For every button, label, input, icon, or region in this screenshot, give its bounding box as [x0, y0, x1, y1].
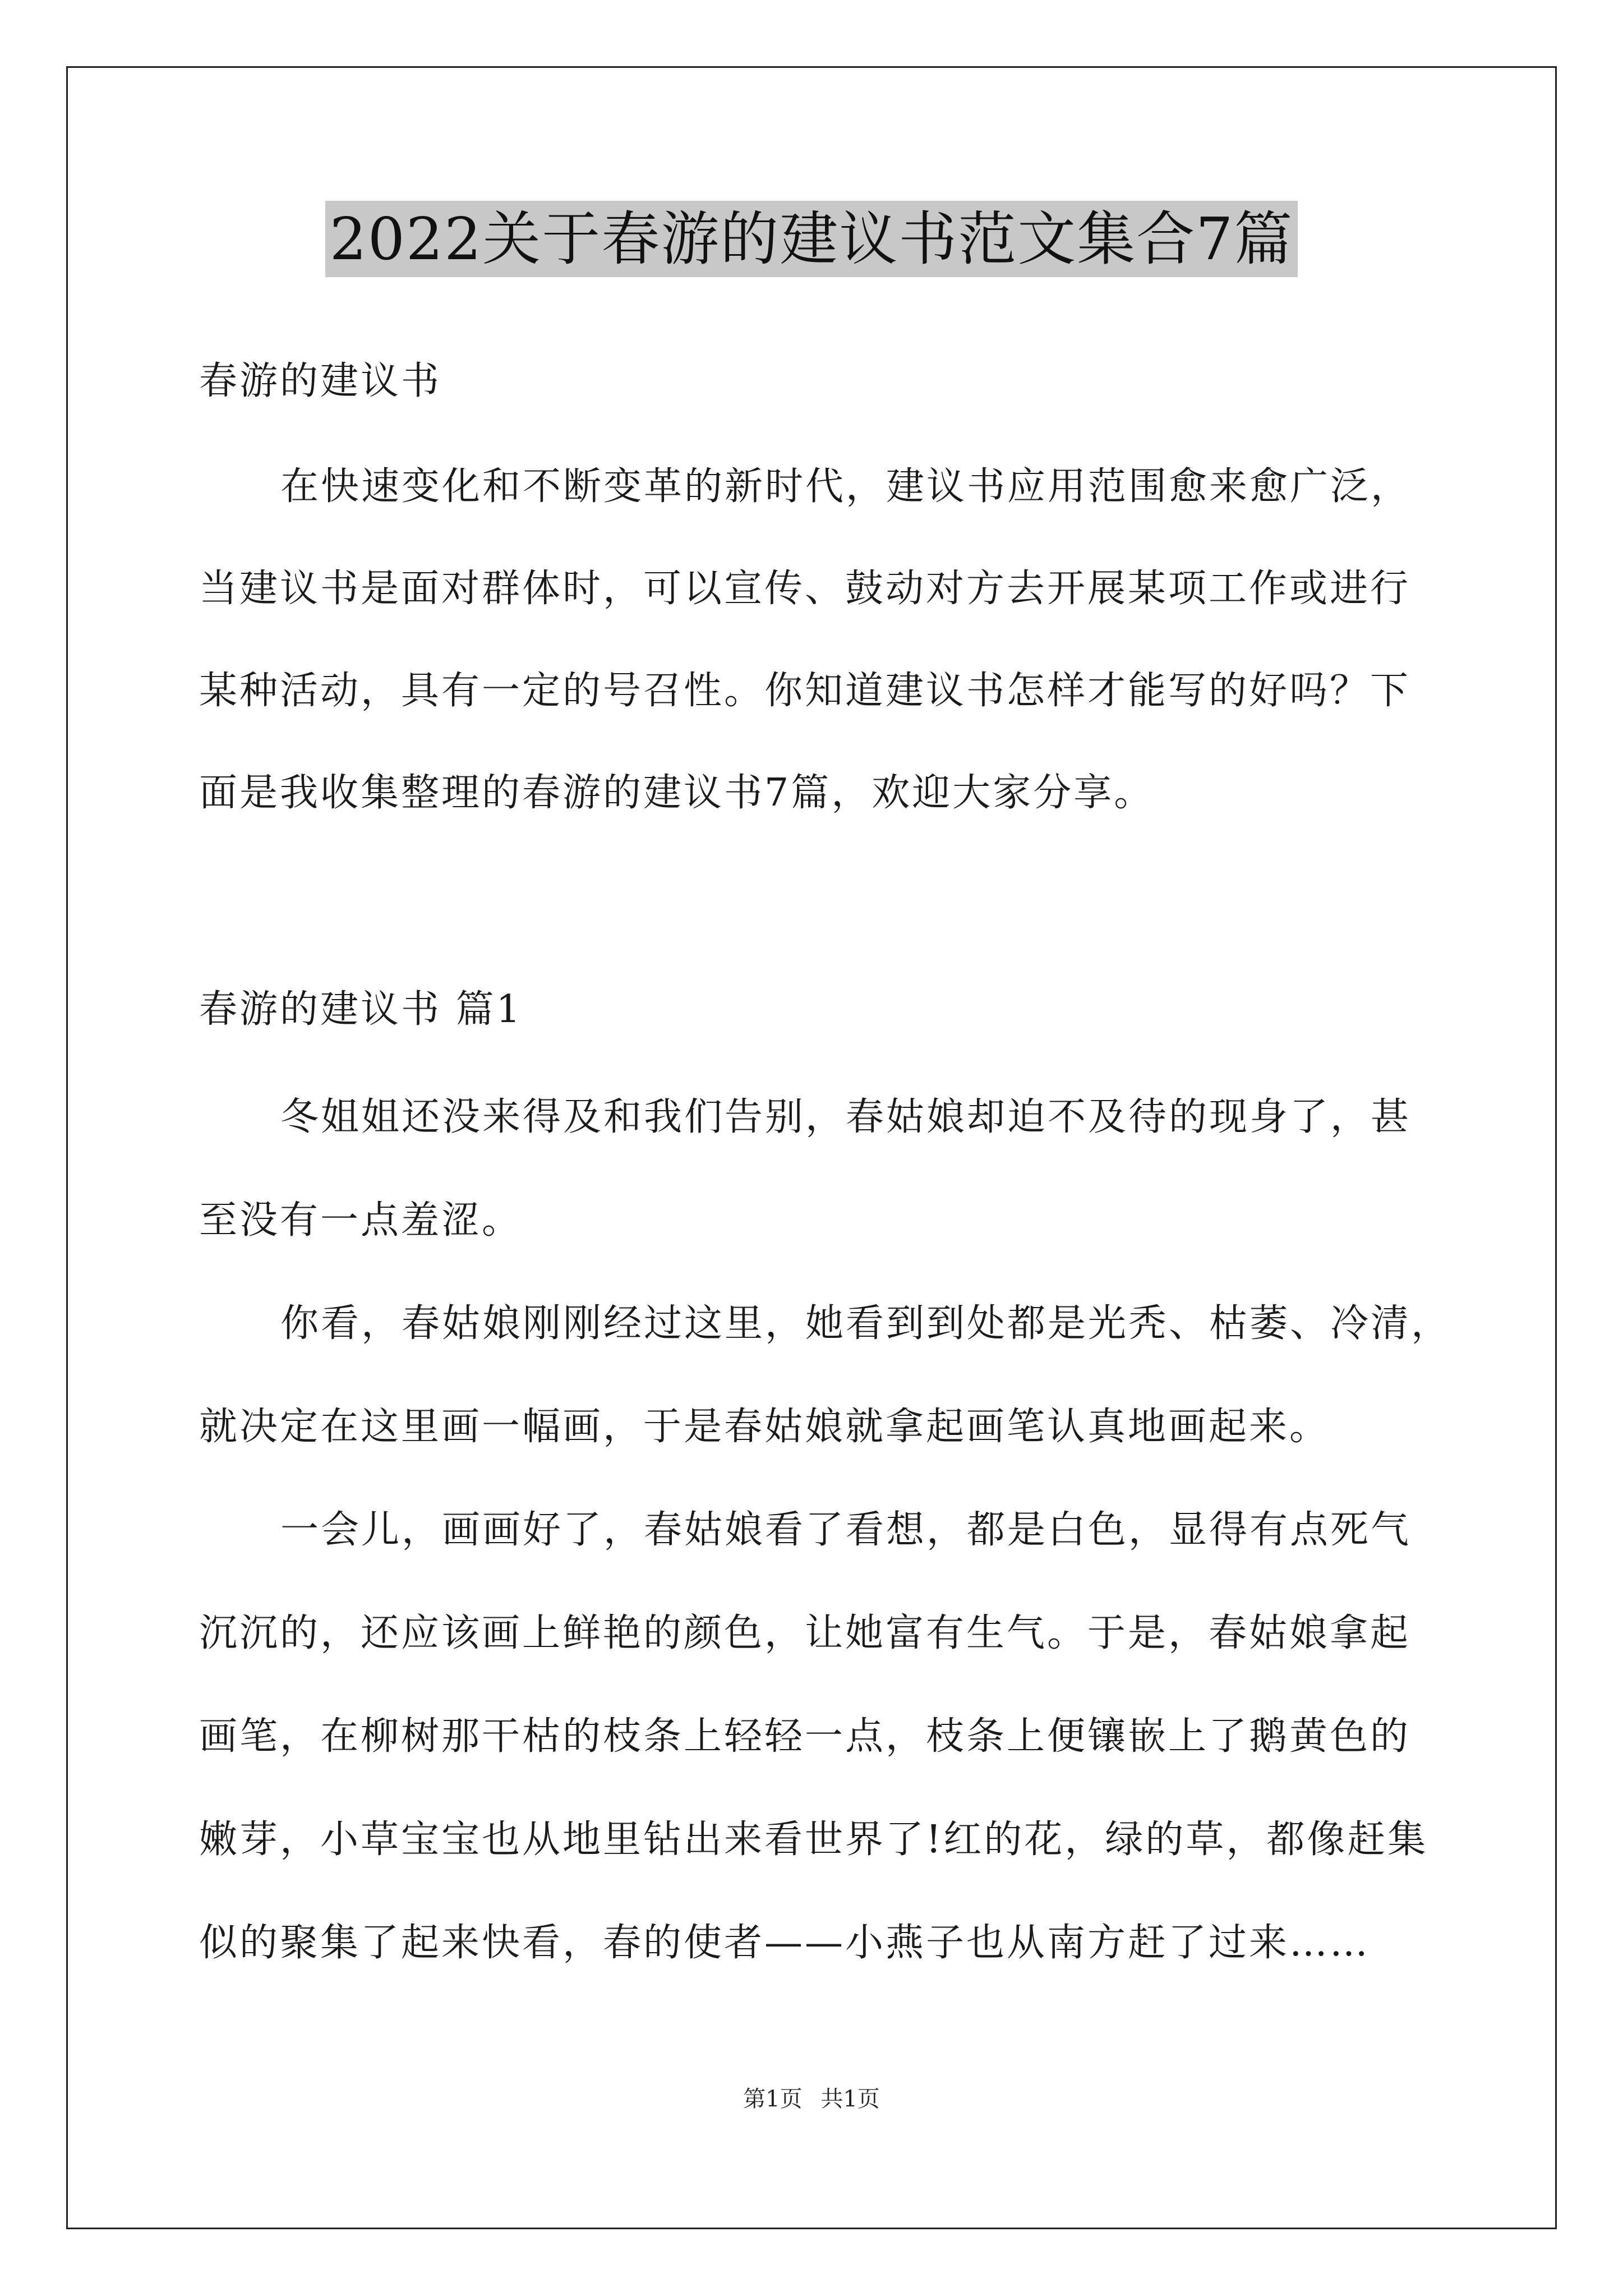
paragraph-line: 一会儿，画画好了，春姑娘看了看想，都是白色，显得有点死气 — [280, 1508, 1412, 1552]
page-footer — [0, 2085, 1623, 2114]
intro-line: 当建议书是面对群体时，可以宣传、鼓动对方去开展某项工作或进行 — [199, 567, 1411, 611]
intro-heading: 春游的建议书 — [199, 359, 442, 403]
intro-line: 面是我收集整理的春游的建议书7篇，欢迎大家分享。 — [199, 771, 1155, 815]
page-number-current: 第1页 — [743, 2086, 803, 2112]
paragraph-line: 就决定在这里画一幅画，于是春姑娘就拿起画笔认真地画起来。 — [199, 1405, 1330, 1449]
document-title: 2022关于春游的建议书范文集合7篇 — [325, 201, 1298, 277]
paragraph-line: 画笔，在柳树那干枯的枝条上轻轻一点，枝条上便镶嵌上了鹅黄色的 — [199, 1714, 1411, 1759]
intro-line: 某种活动，具有一定的号召性。你知道建议书怎样才能写的好吗？下 — [199, 669, 1411, 713]
paragraph-line: 冬姐姐还没来得及和我们告别，春姑娘却迫不及待的现身了，甚 — [280, 1095, 1412, 1139]
paragraph-line: 至没有一点羞涩。 — [199, 1198, 523, 1243]
paragraph-line: 嫩芽，小草宝宝也从地里钻出来看世界了!红的花，绿的草，都像赶集 — [199, 1818, 1428, 1862]
section1-heading: 春游的建议书 篇1 — [199, 987, 523, 1032]
paragraph-line: 似的聚集了起来快看，春的使者——小燕子也从南方赶了过来…… — [199, 1921, 1371, 1965]
paragraph-line: 你看，春姑娘刚刚经过这里，她看到到处都是光秃、枯萎、冷清， — [280, 1301, 1452, 1346]
intro-line: 在快速变化和不断变革的新时代，建议书应用范围愈来愈广泛， — [280, 464, 1412, 509]
title-container — [0, 201, 1623, 277]
page-number-total: 共1页 — [820, 2086, 880, 2112]
paragraph-line: 沉沉的，还应该画上鲜艳的颜色，让她富有生气。于是，春姑娘拿起 — [199, 1611, 1411, 1655]
